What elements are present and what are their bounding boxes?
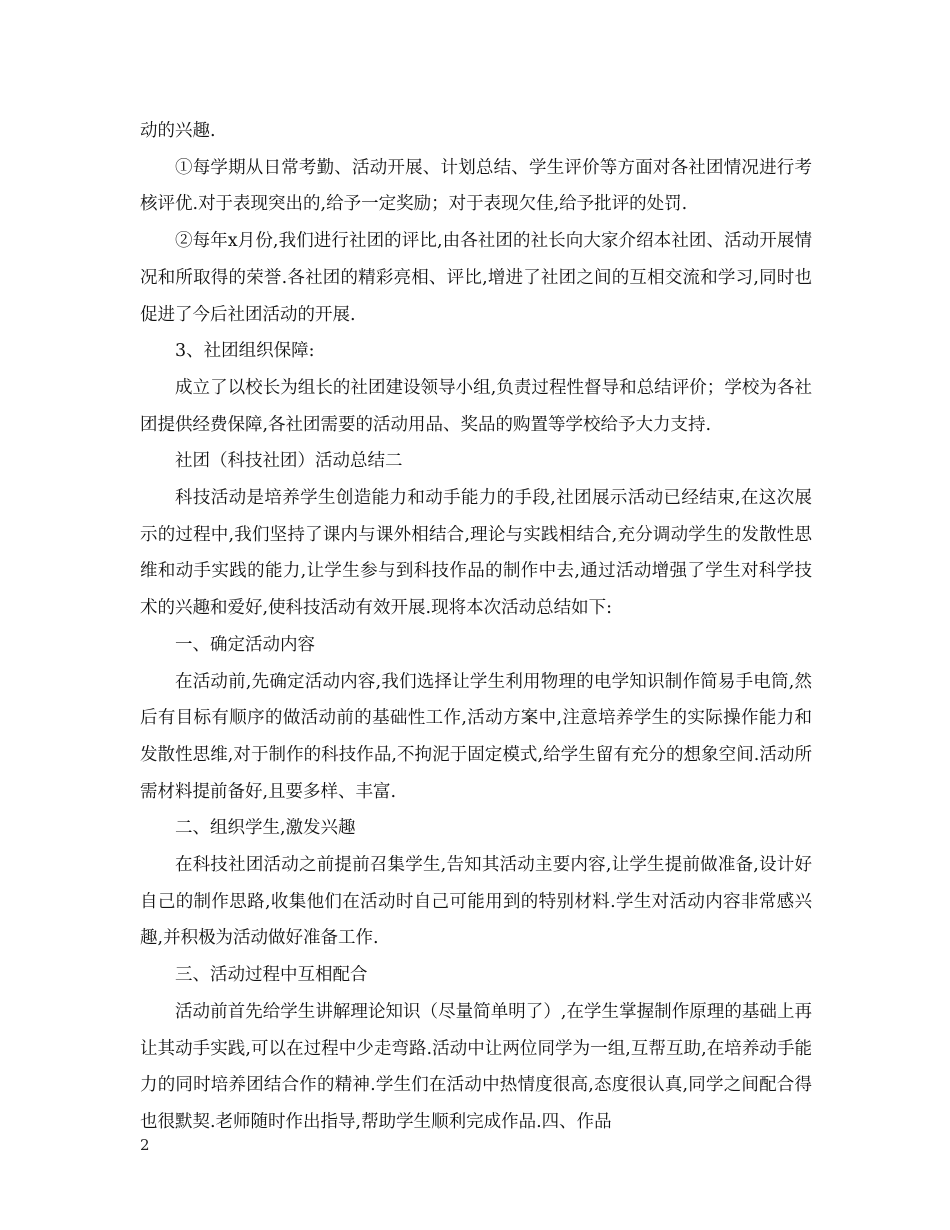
document-subtitle: 社团（科技社团）活动总结二 — [175, 451, 403, 472]
section-heading-organization: 3、社团组织保障: — [175, 341, 315, 362]
page-number: 2 — [140, 1136, 150, 1154]
section-heading-content: 一、确定活动内容 — [175, 634, 315, 655]
paragraph-organize-students: 在科技社团活动之前提前召集学生,告知其活动主要内容,让学生提前做准备,设计好自己的制作思路,收集他们在活动时自己可能用到的特别材料.学生对活动内容非常感兴趣,并积极为活动做好准备工作. — [140, 855, 812, 949]
section-heading-cooperation: 三、活动过程中互相配合 — [175, 965, 368, 986]
section-heading-organize-students: 二、组织学生,激发兴趣 — [175, 818, 356, 839]
paragraph-evaluation-2: ②每年x月份,我们进行社团的评比,由各社团的社长向大家介绍本社团、活动开展情况和所取得的荣誉.各社团的精彩亮相、评比,增进了社团之间的互相交流和学习,同时也促进了今后社团活动的开展. — [140, 231, 812, 325]
document-body — [140, 113, 812, 1141]
paragraph-continuation: 动的兴趣. — [140, 121, 216, 141]
paragraph-organization: 成立了以校长为组长的社团建设领导小组,负责过程性督导和总结评价；学校为各社团提供经费保障,各社团需要的活动用品、奖品的购置等学校给予大力支持. — [140, 377, 812, 435]
paragraph-content: 在活动前,先确定活动内容,我们选择让学生利用物理的电学知识制作简易手电筒,然后有目标有顺序的做活动前的基础性工作,活动方案中,注意培养学生的实际操作能力和发散性思维,对于制作的科技作品,不拘泥于固定模式,给学生留有充分的想象空间.活动所需材料提前备好,且要多样、丰富. — [140, 671, 812, 802]
paragraph-introduction: 科技活动是培养学生创造能力和动手能力的手段,社团展示活动已经结束,在这次展示的过程中,我们坚持了课内与课外相结合,理论与实践相结合,充分调动学生的发散性思维和动手实践的能力,让学生参与到科技作品的制作中去,通过活动增强了学生对科学技术的兴趣和爱好,使科技活动有效开展.现将本次活动总结如下: — [140, 488, 812, 619]
paragraph-cooperation: 活动前首先给学生讲解理论知识（尽量简单明了）,在学生掌握制作原理的基础上再让其动手实践,可以在过程中少走弯路.活动中让两位同学为一组,互帮互助,在培养动手能力的同时培养团结合作的精神.学生们在活动中热情度很高,态度很认真,同学之间配合得也很默契.老师随时作出指导,帮助学生顺利完成作品.四、作品 — [140, 1001, 812, 1132]
paragraph-evaluation-1: ①每学期从日常考勤、活动开展、计划总结、学生评价等方面对各社团情况进行考核评优.对于表现突出的,给予一定奖励；对于表现欠佳,给予批评的处罚. — [140, 157, 812, 215]
